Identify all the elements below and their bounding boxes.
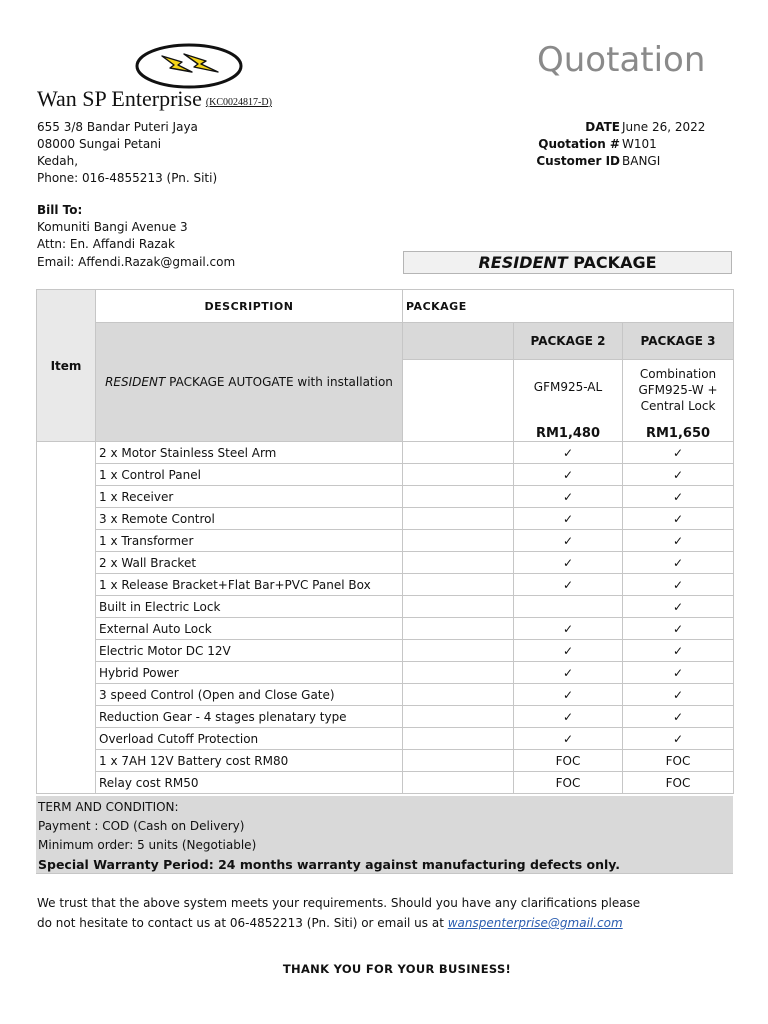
package-banner xyxy=(403,251,732,274)
row-blank xyxy=(403,508,514,530)
item-number-cell xyxy=(37,442,96,794)
meta-label: Quotation # xyxy=(538,137,620,151)
row-description: 1 x Receiver xyxy=(96,486,403,508)
row-description: Relay cost RM50 xyxy=(96,772,403,794)
product-description xyxy=(96,323,403,442)
row-description: 1 x Release Bracket+Flat Bar+PVC Panel Box xyxy=(96,574,403,596)
row-package-3: ✓ xyxy=(623,706,734,728)
terms-and-conditions xyxy=(36,796,733,874)
package-blank-cell xyxy=(403,360,514,442)
description-header: DESCRIPTION xyxy=(96,290,403,323)
table-row xyxy=(37,662,734,684)
row-package-2: ✓ xyxy=(514,530,623,552)
row-description: Electric Motor DC 12V xyxy=(96,640,403,662)
table-row xyxy=(37,728,734,750)
row-package-2: ✓ xyxy=(514,574,623,596)
row-blank xyxy=(403,640,514,662)
meta-label: Customer ID xyxy=(536,154,620,168)
row-package-3: ✓ xyxy=(623,728,734,750)
document-title: Quotation xyxy=(537,40,706,80)
row-blank xyxy=(403,486,514,508)
meta-label: DATE xyxy=(585,120,620,134)
terms-payment: Payment : COD (Cash on Delivery) xyxy=(38,819,245,833)
meta-quotation-number xyxy=(480,136,714,153)
row-description: 3 x Remote Control xyxy=(96,508,403,530)
row-blank xyxy=(403,530,514,552)
row-description: Overload Cutoff Protection xyxy=(96,728,403,750)
table-row xyxy=(37,486,734,508)
meta-value: BANGI xyxy=(622,154,661,168)
company-name-text: Wan SP Enterprise xyxy=(37,86,202,111)
package-banner-rest: PACKAGE xyxy=(567,253,657,272)
row-description: 2 x Wall Bracket xyxy=(96,552,403,574)
package-2-model: GFM925-AL xyxy=(533,380,603,394)
product-description-rest: PACKAGE AUTOGATE with installation xyxy=(165,375,393,389)
table-row xyxy=(37,596,734,618)
package-3-model: Combination GFM925-W + Central Lock xyxy=(638,367,718,413)
table-row xyxy=(37,750,734,772)
package-3-price: RM1,650 xyxy=(645,426,711,441)
row-description: 3 speed Control (Open and Close Gate) xyxy=(96,684,403,706)
meta-value: June 26, 2022 xyxy=(622,120,706,134)
company-address xyxy=(37,119,217,187)
row-description: Hybrid Power xyxy=(96,662,403,684)
row-package-2: ✓ xyxy=(514,618,623,640)
row-description: Built in Electric Lock xyxy=(96,596,403,618)
row-package-2: ✓ xyxy=(514,442,623,464)
terms-warranty: Special Warranty Period: 24 months warranty against manufacturing defects only. xyxy=(38,857,621,872)
row-package-2: ✓ xyxy=(514,728,623,750)
meta-value: W101 xyxy=(622,137,657,151)
bill-to-email: Email: Affendi.Razak@gmail.com xyxy=(37,255,236,269)
meta-date xyxy=(480,119,714,136)
row-package-2: FOC xyxy=(514,750,623,772)
row-blank xyxy=(403,706,514,728)
package-2-header: PACKAGE 2 xyxy=(514,323,623,360)
package-blank-header xyxy=(403,323,514,360)
row-package-3: ✓ xyxy=(623,618,734,640)
quotation-table xyxy=(36,289,734,794)
row-blank xyxy=(403,596,514,618)
row-package-2: ✓ xyxy=(514,684,623,706)
row-blank xyxy=(403,574,514,596)
table-row xyxy=(37,640,734,662)
row-description: 1 x Transformer xyxy=(96,530,403,552)
bill-to-line: Attn: En. Affandi Razak xyxy=(37,237,175,251)
row-package-3: ✓ xyxy=(623,464,734,486)
address-line: 08000 Sungai Petani xyxy=(37,137,162,151)
row-package-3: FOC xyxy=(623,750,734,772)
table-row xyxy=(37,772,734,794)
row-blank xyxy=(403,750,514,772)
quotation-meta xyxy=(480,119,714,170)
row-package-3: ✓ xyxy=(623,442,734,464)
closing-line: We trust that the above system meets your requirements. Should you have any clarifications please xyxy=(37,896,641,910)
row-package-2: ✓ xyxy=(514,706,623,728)
row-blank xyxy=(403,552,514,574)
thank-you-message: THANK YOU FOR YOUR BUSINESS! xyxy=(282,962,512,976)
row-package-3: ✓ xyxy=(623,596,734,618)
row-package-2: ✓ xyxy=(514,464,623,486)
table-row xyxy=(37,706,734,728)
bill-to xyxy=(37,202,188,253)
row-package-2: ✓ xyxy=(514,486,623,508)
package-banner-italic: RESIDENT xyxy=(478,253,568,272)
table-row xyxy=(37,684,734,706)
email-link[interactable]: wanspenterprise@gmail.com xyxy=(447,916,623,930)
row-package-2: ✓ xyxy=(514,552,623,574)
row-blank xyxy=(403,772,514,794)
company-logo xyxy=(134,42,244,90)
row-blank xyxy=(403,662,514,684)
table-row xyxy=(37,552,734,574)
table-row xyxy=(37,618,734,640)
package-header: PACKAGE xyxy=(403,290,734,323)
row-package-3: ✓ xyxy=(623,640,734,662)
table-row xyxy=(37,574,734,596)
meta-customer-id xyxy=(480,153,714,170)
row-blank xyxy=(403,442,514,464)
closing-line-2 xyxy=(37,913,717,933)
row-package-2: FOC xyxy=(514,772,623,794)
row-description: 1 x 7AH 12V Battery cost RM80 xyxy=(96,750,403,772)
row-package-3: ✓ xyxy=(623,662,734,684)
closing-paragraph xyxy=(37,893,717,933)
row-package-3: ✓ xyxy=(623,684,734,706)
row-blank xyxy=(403,464,514,486)
row-description: 2 x Motor Stainless Steel Arm xyxy=(96,442,403,464)
phone-line: Phone: 016-4855213 (Pn. Siti) xyxy=(37,171,218,185)
row-package-2: ✓ xyxy=(514,662,623,684)
package-2-details xyxy=(514,360,623,442)
row-package-3: ✓ xyxy=(623,552,734,574)
row-description: Reduction Gear - 4 stages plenatary type xyxy=(96,706,403,728)
table-row xyxy=(37,464,734,486)
row-description: External Auto Lock xyxy=(96,618,403,640)
row-package-2: ✓ xyxy=(514,508,623,530)
product-description-italic: RESIDENT xyxy=(105,375,166,389)
registration-number: (KC0024817-D) xyxy=(205,97,272,108)
row-package-2: ✓ xyxy=(514,640,623,662)
row-blank xyxy=(403,728,514,750)
address-line: 655 3/8 Bandar Puteri Jaya xyxy=(37,120,198,134)
package-2-price: RM1,480 xyxy=(535,426,601,441)
bill-to-line: Komuniti Bangi Avenue 3 xyxy=(37,220,188,234)
item-header: Item xyxy=(37,290,96,442)
row-package-3: ✓ xyxy=(623,508,734,530)
table-row xyxy=(37,530,734,552)
bill-to-heading: Bill To: xyxy=(37,203,83,217)
row-description: 1 x Control Panel xyxy=(96,464,403,486)
row-package-3: ✓ xyxy=(623,530,734,552)
address-line: Kedah, xyxy=(37,154,79,168)
row-package-3: ✓ xyxy=(623,574,734,596)
row-package-2 xyxy=(514,596,623,618)
company-name xyxy=(37,86,272,112)
row-package-3: FOC xyxy=(623,772,734,794)
table-row xyxy=(37,442,734,464)
row-blank xyxy=(403,684,514,706)
table-row xyxy=(37,508,734,530)
terms-minimum-order: Minimum order: 5 units (Negotiable) xyxy=(38,838,257,852)
closing-line-text: do not hesitate to contact us at 06-4852213 (Pn. Siti) or email us at xyxy=(37,916,448,930)
package-3-header: PACKAGE 3 xyxy=(623,323,734,360)
package-3-details xyxy=(623,360,734,442)
row-blank xyxy=(403,618,514,640)
terms-heading: TERM AND CONDITION: xyxy=(38,800,179,814)
row-package-3: ✓ xyxy=(623,486,734,508)
